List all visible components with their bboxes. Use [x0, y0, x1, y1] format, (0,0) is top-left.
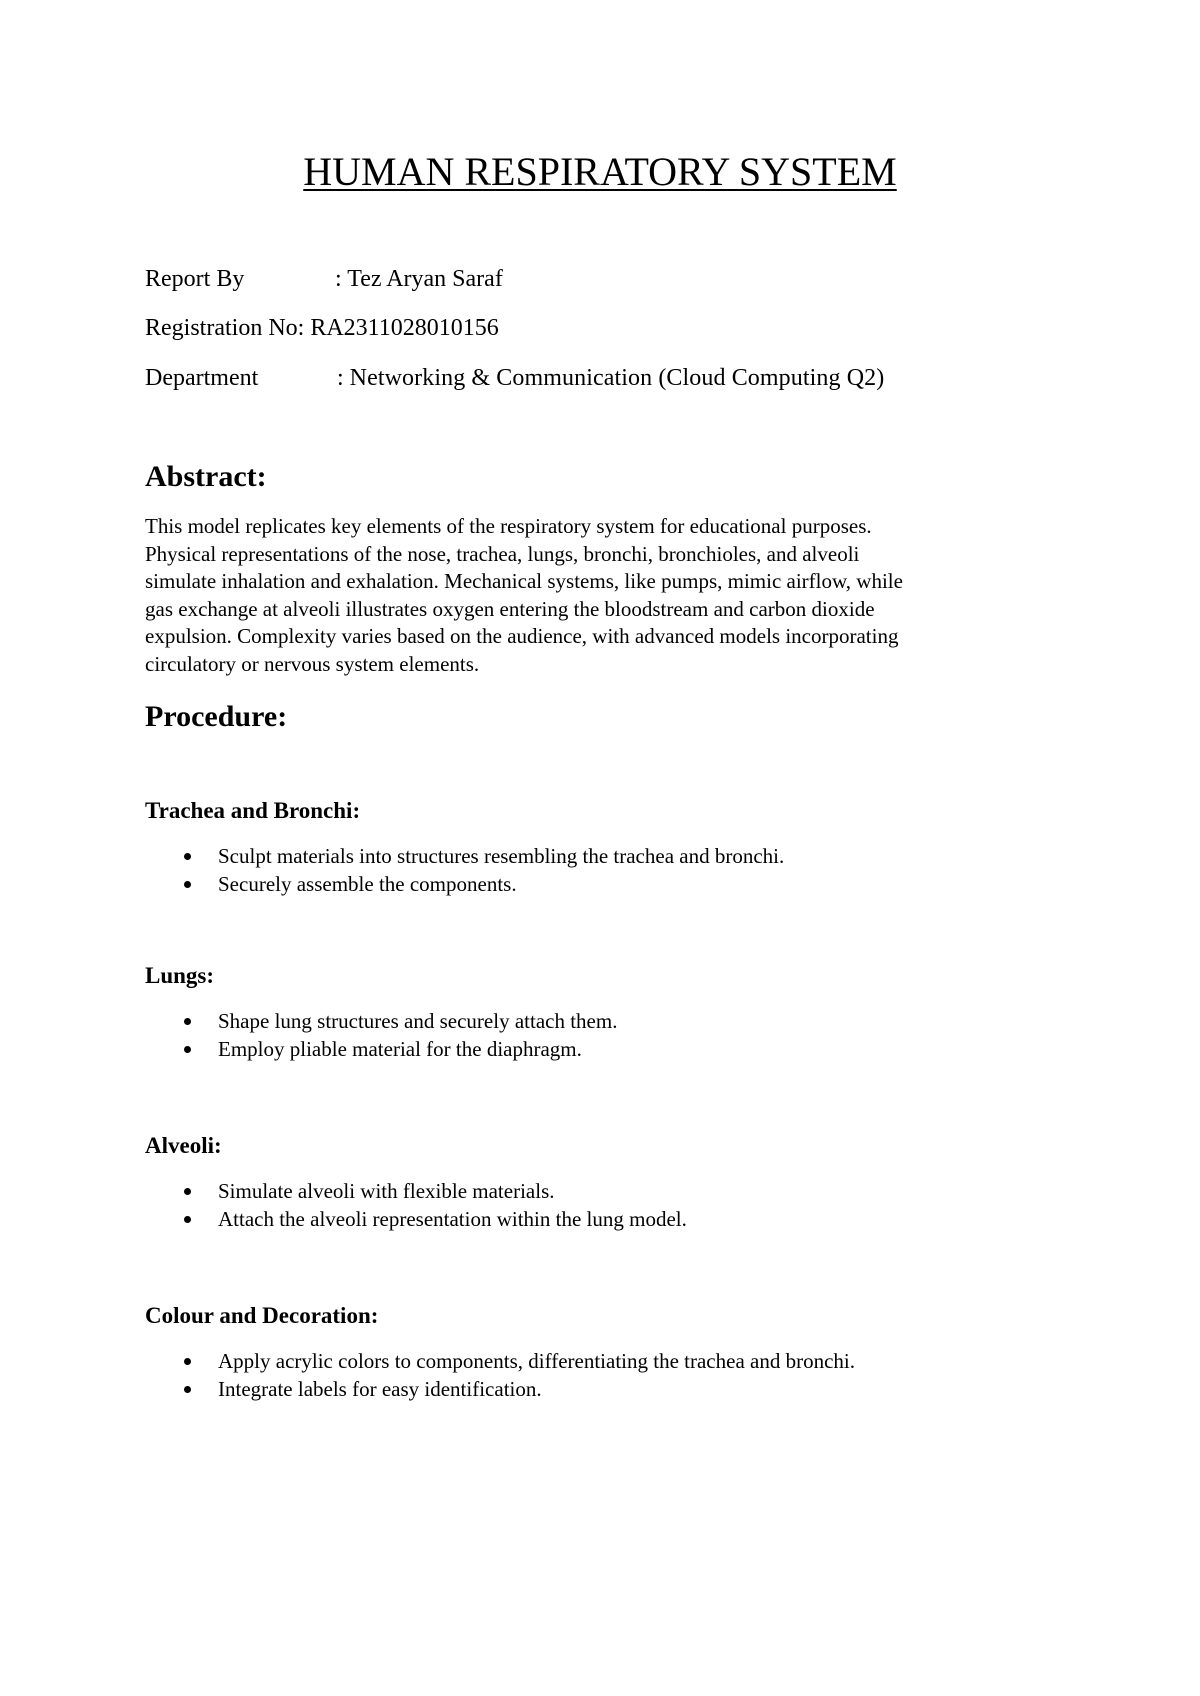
bullet-list — [145, 842, 784, 898]
meta-value: RA2311028010156 — [310, 315, 499, 341]
bullet-icon — [184, 1358, 191, 1365]
section-heading-lungs: Lungs: — [145, 963, 215, 988]
list-item-text: Integrate labels for easy identification. — [218, 1377, 542, 1401]
meta-label: Report By — [145, 266, 245, 292]
meta-row-report-by — [145, 264, 503, 294]
meta-separator: : — [337, 365, 350, 391]
meta-row-registration-no — [145, 313, 499, 343]
bullet-icon — [184, 1216, 191, 1223]
meta-separator: : — [335, 266, 348, 292]
abstract-heading: Abstract: — [145, 460, 267, 493]
meta-value: Networking & Communication (Cloud Computing Q2) — [349, 365, 885, 391]
abstract-text — [145, 513, 1045, 679]
abstract-line: This model replicates key elements of the respiratory system for educational purposes. — [145, 514, 872, 538]
section-heading-alveoli: Alveoli: — [145, 1133, 222, 1158]
bullet-icon — [184, 1018, 191, 1025]
bullet-icon — [184, 1188, 191, 1195]
abstract-line: expulsion. Complexity varies based on the audience, with advanced models incorporating — [145, 624, 899, 649]
bullet-list — [145, 1007, 617, 1063]
bullet-list — [145, 1347, 855, 1403]
list-item-text: Employ pliable material for the diaphragm. — [218, 1037, 582, 1061]
section-heading-trachea-bronchi: Trachea and Bronchi: — [145, 798, 361, 823]
list-item-text: Simulate alveoli with flexible materials. — [218, 1179, 555, 1203]
list-item — [145, 1205, 687, 1233]
list-item — [145, 1177, 687, 1205]
list-item-text: Sculpt materials into structures resembling the trachea and bronchi. — [218, 844, 785, 868]
document-title: HUMAN RESPIRATORY SYSTEM — [303, 149, 897, 194]
abstract-line: gas exchange at alveoli illustrates oxygen entering the bloodstream and carbon dioxide — [145, 596, 875, 621]
procedure-heading: Procedure: — [145, 700, 288, 733]
list-item-text: Attach the alveoli representation within the lung model. — [218, 1207, 687, 1231]
meta-value: Tez Aryan Saraf — [347, 266, 503, 292]
list-item — [145, 842, 784, 870]
list-item — [145, 1007, 617, 1035]
list-item — [145, 1035, 617, 1063]
meta-separator: : — [297, 315, 311, 341]
list-item — [145, 1347, 855, 1375]
meta-label: Registration No — [145, 315, 298, 341]
bullet-icon — [184, 1386, 191, 1393]
meta-row-department — [145, 363, 884, 393]
meta-label: Department — [145, 365, 259, 391]
list-item-text: Securely assemble the components. — [218, 872, 517, 896]
list-item — [145, 1375, 855, 1403]
list-item-text: Apply acrylic colors to components, differentiating the trachea and bronchi. — [218, 1349, 855, 1373]
bullet-icon — [184, 1046, 191, 1053]
abstract-line: simulate inhalation and exhalation. Mechanical systems, like pumps, mimic airflow, while — [145, 569, 903, 594]
abstract-line: circulatory or nervous system elements. — [145, 651, 480, 676]
list-item-text: Shape lung structures and securely attach them. — [218, 1009, 618, 1033]
bullet-icon — [184, 881, 191, 888]
bullet-list — [145, 1177, 687, 1233]
list-item — [145, 870, 784, 898]
bullet-icon — [184, 853, 191, 860]
abstract-line: Physical representations of the nose, trachea, lungs, bronchi, bronchioles, and alveoli — [145, 541, 860, 566]
section-heading-colour-decoration: Colour and Decoration: — [145, 1303, 379, 1328]
